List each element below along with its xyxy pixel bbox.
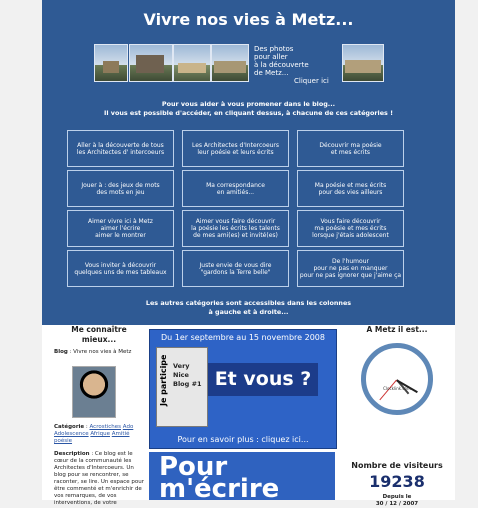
page-title: Vivre nos vies à Metz... <box>143 10 354 29</box>
description-label: Description <box>54 451 90 457</box>
write-to-me-banner[interactable]: Pour m'écrire <box>149 452 335 500</box>
category-tile[interactable]: Jouer à : des jeux de mots des mots en jeu <box>67 170 174 207</box>
about-heading: Me connaître mieux... <box>71 325 127 344</box>
category-tile[interactable]: Ma correspondance en amitiés... <box>182 170 289 207</box>
other-categories-note: Les autres catégories sont accessibles dans les colonnes à gauche et à droite... <box>145 299 352 316</box>
description-text: : Ce blog est le cœur de la communauté les Architectes d'Intercoeurs. Un blog pour se rencontrer, se raconter, se lire. Un espace pour être commenté et m'enrichir de vos remarques, de vos interventions, de votre <box>54 451 145 506</box>
category-tile[interactable]: Aimer vivre ici à Metz aimer l'écrire aimer le montrer <box>67 210 174 247</box>
photos-caption[interactable] <box>254 45 339 85</box>
photo-thumbnail[interactable] <box>94 44 128 82</box>
learn-more-link[interactable]: Pour en savoir plus : cliquez ici... <box>177 435 309 444</box>
page <box>42 0 455 507</box>
category-tile[interactable]: Vous faire découvrir ma poésie et mes écrits lorsque j'étais adolescent <box>297 210 404 247</box>
category-tile[interactable]: Découvrir ma poésie et mes écrits <box>297 130 404 167</box>
caption-line: Des photos <box>254 45 294 53</box>
avatar <box>72 366 116 418</box>
photo-thumbnail[interactable] <box>211 44 249 82</box>
participation-banner[interactable] <box>149 329 337 449</box>
category-link[interactable]: Afrique <box>90 431 111 437</box>
caption-line: pour aller <box>254 53 288 61</box>
category-link[interactable]: poésie <box>54 438 73 444</box>
book-icon <box>156 347 208 427</box>
visitor-counter-label: Nombre de visiteurs <box>351 461 443 470</box>
category-tile[interactable]: Juste envie de vous dire "gardons la Terre belle" <box>182 250 289 287</box>
intro-text <box>42 100 455 118</box>
category-tile[interactable]: Aller à la découverte de tous les Architectes d' intercoeurs <box>67 130 174 167</box>
header-banner <box>42 0 455 325</box>
photo-thumbnail[interactable] <box>129 44 173 82</box>
category-tile[interactable]: Ma poésie et mes écrits pour des vies ailleurs <box>297 170 404 207</box>
clock-icon[interactable] <box>361 343 433 415</box>
banner-date-range: Du 1er septembre au 15 novembre 2008 <box>161 333 325 342</box>
intro-line: Pour vous aider à vous promener dans le blog... <box>161 100 336 108</box>
category-tile[interactable]: De l'humour pour ne pas en manquer pour ne pas ignorer que j'aime ça <box>297 250 404 287</box>
book-title: Very Nice Blog #1 <box>173 362 202 388</box>
clock-heading: A Metz il est... <box>366 325 428 334</box>
photo-thumbnail[interactable] <box>173 44 211 82</box>
since-date: 30 / 12 / 2007 <box>375 501 419 507</box>
category-link[interactable]: Ado <box>122 424 134 430</box>
left-column: Me connaître mieux... Blog : Vivre nos vies à Metz Catégorie : Acrostiches Ado Adolescence Afrique Amitié poésie Description : Ce blog est le cœur de la communauté les Architectes d'Intercoeurs. Un blog pour se rencontrer, se raconter, se lire. Un espace pour être commenté et m'enrichir de vos remarques, de vos interventions, de votre <box>54 325 145 506</box>
since-text <box>347 494 447 508</box>
clock-brand: Clocklink.com <box>383 386 411 391</box>
category-link[interactable]: Acrostiches <box>89 424 122 430</box>
category-link[interactable]: Amitié <box>111 431 130 437</box>
caption-line: à la découverte <box>254 61 309 69</box>
photo-thumbnail[interactable] <box>342 44 384 82</box>
center-column <box>149 329 335 504</box>
blog-name: : Vivre nos vies à Metz <box>67 349 132 355</box>
category-tile[interactable]: Vous inviter à découvrir quelques uns de mes tableaux <box>67 250 174 287</box>
click-here-link[interactable]: Cliquer ici <box>294 77 329 85</box>
right-column <box>347 325 447 508</box>
category-label: Catégorie <box>54 424 85 430</box>
et-vous-label: Et vous ? <box>208 363 318 396</box>
category-tile[interactable]: Les Architectes d'Intercoeurs leur poésie et leurs écrits <box>182 130 289 167</box>
book-text: Je participe <box>159 354 168 406</box>
since-label: Depuis le <box>382 494 412 500</box>
visitor-counter: 19238 <box>369 472 425 491</box>
category-link[interactable]: Adolescence <box>54 431 89 437</box>
intro-line: Il vous est possible d'accéder, en cliquant dessus, à chacune de ces catégories ! <box>103 109 394 117</box>
category-tile[interactable]: Aimer vous faire découvrir la poésie les écrits les talents de mes ami(es) et invité(es) <box>182 210 289 247</box>
blog-label: Blog <box>54 349 68 355</box>
caption-line: de Metz... <box>254 69 289 77</box>
